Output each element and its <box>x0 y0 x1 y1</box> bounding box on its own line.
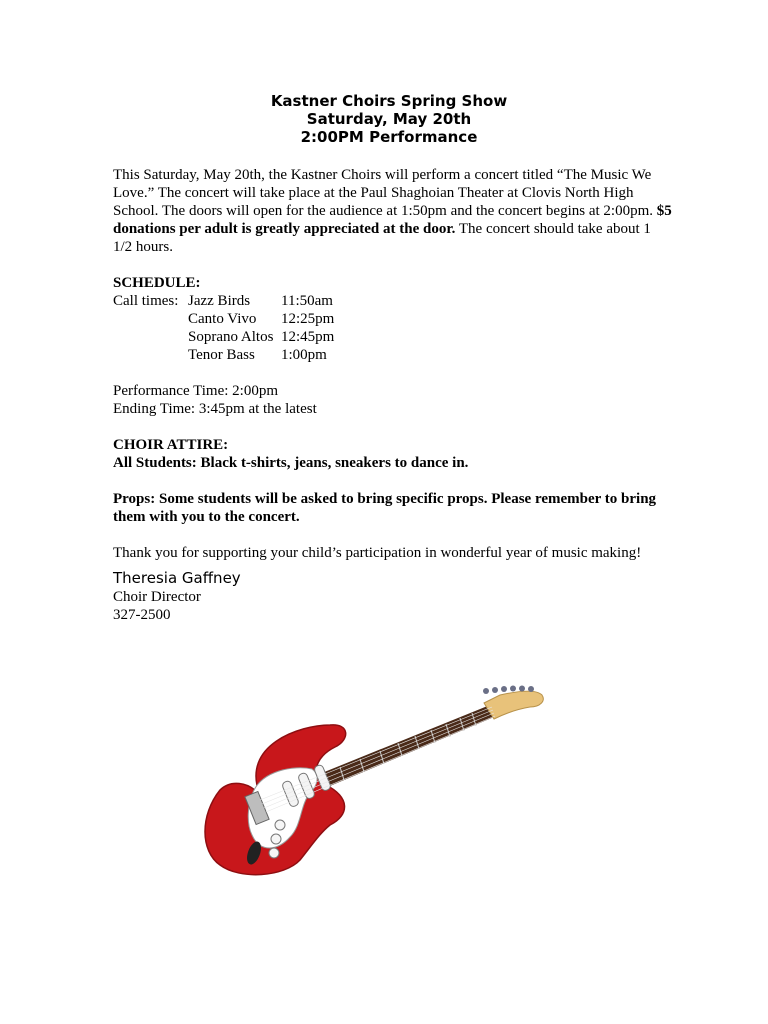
schedule-row <box>113 328 673 346</box>
signature-phone: 327-2500 <box>113 607 171 623</box>
intro-paragraph <box>113 166 673 256</box>
schedule-row <box>113 292 673 310</box>
schedule-list <box>113 292 673 364</box>
guitar-neck <box>312 705 494 791</box>
schedule-row <box>113 346 673 364</box>
attire-text: All Students: Black t-shirts, jeans, sneakers to dance in. <box>113 455 469 471</box>
document-page <box>113 92 673 624</box>
guitar-headstock <box>484 691 543 719</box>
performance-time-heading: 2:00PM Performance <box>300 128 478 146</box>
call-time: 12:25pm <box>281 311 335 327</box>
call-time: 12:45pm <box>281 329 335 345</box>
intro-text-b: The concert should take about 1 1/2 hours. <box>113 221 651 255</box>
props-paragraph: Props: Some students will be asked to bring specific props. Please remember to bring them with you to the concert. <box>113 491 657 525</box>
call-time: 1:00pm <box>281 347 327 363</box>
choir-name: Tenor Bass <box>188 347 255 363</box>
choir-name: Soprano Altos <box>188 329 274 345</box>
choir-name: Jazz Birds <box>188 293 251 309</box>
thank-you-paragraph: Thank you for supporting your child’s participation in wonderful year of music making! <box>113 545 642 561</box>
ending-time: Ending Time: 3:45pm at the latest <box>113 401 317 417</box>
event-date: Saturday, May 20th <box>306 110 472 128</box>
signature-role: Choir Director <box>113 589 201 605</box>
electric-guitar-illustration <box>200 685 548 880</box>
document-title: Kastner Choirs Spring Show <box>270 92 508 110</box>
title-block <box>109 92 669 146</box>
call-time: 11:50am <box>281 293 333 309</box>
performance-time: Performance Time: 2:00pm <box>113 383 278 399</box>
intro-text-a: This Saturday, May 20th, the Kastner Choirs will perform a concert titled “The Music We Love.” The concert will take place at the Paul Shaghoian Theater at Clovis North High School. The doors will open for the audience at 1:50pm and the concert begins at 2:00pm. <box>113 167 657 219</box>
schedule-row <box>113 310 673 328</box>
schedule-heading: SCHEDULE: <box>113 275 201 291</box>
donation-note: $5 donations per adult is greatly appreciated at the door. <box>113 203 672 237</box>
signature-name: Theresia Gaffney <box>113 569 241 587</box>
attire-heading: CHOIR ATTIRE: <box>113 437 229 453</box>
choir-name: Canto Vivo <box>188 311 257 327</box>
call-times-label: Call times: <box>113 293 179 309</box>
